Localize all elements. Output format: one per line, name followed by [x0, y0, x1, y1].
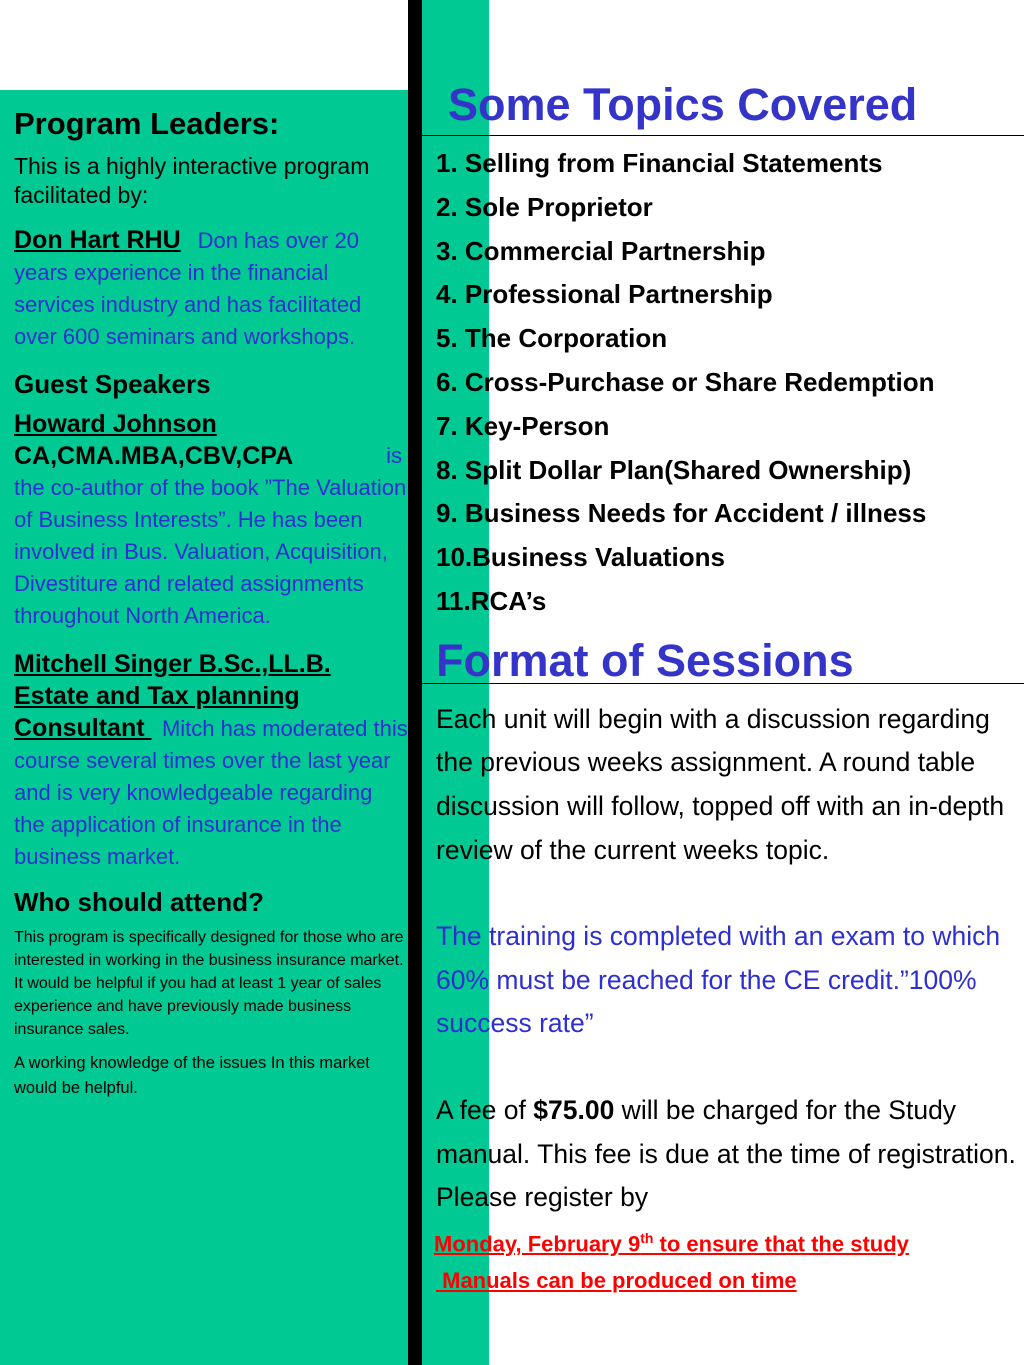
topic-item: 1. Selling from Financial Statements [436, 148, 883, 178]
speaker-mitchell-singer [14, 648, 408, 873]
deadline-line-1 [434, 1220, 1024, 1262]
format-text: Each unit will begin with a discussion regarding the previous weeks assignment. A round table discussion will follow, topped off with an in-depth review of the current weeks topic. [436, 703, 1005, 865]
deadline-sup: th [640, 1229, 654, 1246]
guest-speakers-heading: Guest Speakers [14, 369, 211, 399]
topic-item: 11.RCA’s [436, 585, 547, 616]
speaker-bio-lead: is [386, 443, 402, 468]
fee-text [436, 1089, 1024, 1220]
topic-item: 9. Business Needs for Accident / illness [436, 498, 927, 529]
speaker-howard-johnson [14, 408, 408, 632]
speaker-bio: the co-author of the book ”The Valuation of Business Interests”. He has been involved in Bus. Valuation, Acquisition, Divestiture and related assignments throughout North America. [14, 475, 407, 628]
intro-text: This is a highly interactive program facilitated by: [14, 153, 370, 208]
program-leaders-heading: Program Leaders: [14, 106, 280, 141]
topics-column [436, 78, 1024, 1299]
topics-list [436, 142, 1024, 624]
speaker-name-line3: Consultant [14, 714, 152, 742]
topic-item: 10.Business Valuations [436, 542, 726, 573]
format-heading: Format of Sessions [436, 634, 854, 686]
attend-text-2: A working knowledge of the issues In this market would be helpful. [14, 1054, 370, 1097]
topic-item: 5. The Corporation [436, 323, 668, 354]
deadline-rest: to ensure that the study [653, 1231, 909, 1257]
attend-text: This program is specifically designed for those who are interested in working in the business insurance market. It would be helpful if you had at least 1 year of sales experience and have previously made business insurance sales. [14, 929, 404, 1038]
speaker-name-line2: Estate and Tax planning [14, 682, 300, 710]
vertical-divider [408, 0, 422, 1365]
topics-heading: Some Topics Covered [448, 79, 918, 130]
speaker-credentials: CA,CMA.MBA,CBV,CPA [14, 442, 294, 470]
fee-prefix: A fee of [436, 1094, 534, 1125]
topic-item: 8. Split Dollar Plan(Shared Ownership) [436, 454, 912, 485]
speaker-bio: Mitch has moderated this course several times over the last year and is very knowledgeable regarding the application of insurance in the business market. [14, 716, 408, 869]
topic-item: 6. Cross-Purchase or Share Redemption [436, 366, 935, 397]
exam-text: The training is completed with an exam to which 60% must be reached for the CE credit.”100% success rate” [436, 921, 1001, 1039]
leader-name: Don Hart RHU [14, 226, 181, 254]
fee-suffix: will be charged for the Study manual. This fee is due at the time of registration. Please register by [436, 1094, 1016, 1213]
speaker-name: Howard Johnson [14, 410, 217, 438]
topic-item: 7. Key-Person [436, 410, 610, 441]
speaker-name-line1: Mitchell Singer B.Sc.,LL.B. [14, 650, 331, 678]
leader-don-hart [14, 224, 408, 353]
topic-item: 4. Professional Partnership [436, 279, 773, 310]
leader-bio: Don has over 20 years experience in the financial services industry and has facilitated over 600 seminars and workshops. [14, 228, 362, 349]
deadline-day: Monday, February 9 [434, 1231, 641, 1257]
fee-amount: $75.00 [533, 1094, 615, 1125]
deadline-line-2: Manuals can be produced on time [436, 1268, 797, 1294]
topic-item: 2. Sole Proprietor [436, 191, 653, 222]
program-leaders-column [14, 100, 408, 1101]
topic-item: 3. Commercial Partnership [436, 235, 766, 266]
who-should-attend-heading: Who should attend? [14, 887, 264, 917]
